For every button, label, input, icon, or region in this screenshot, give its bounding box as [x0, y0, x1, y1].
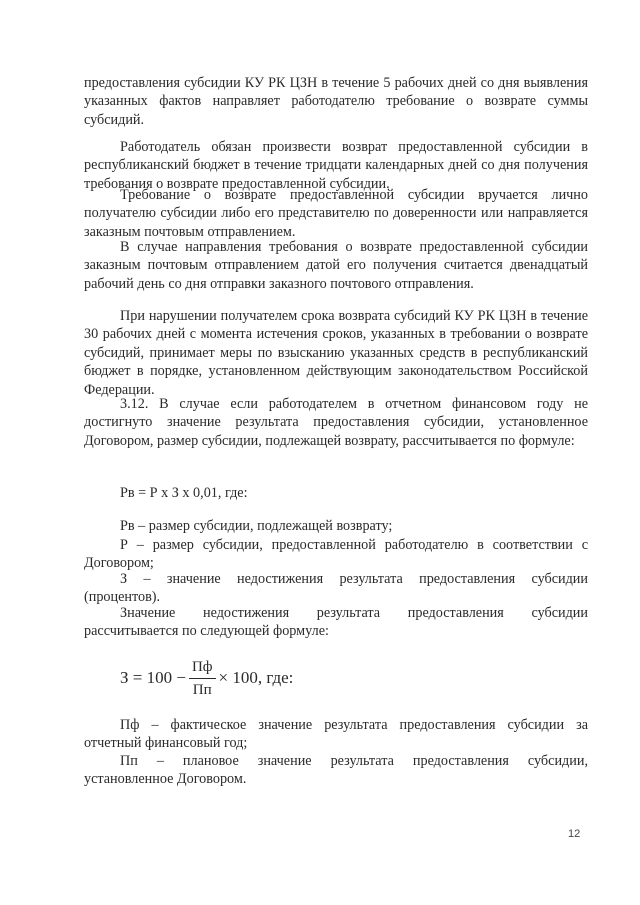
paragraph: предоставления субсидии КУ РК ЦЗН в течение 5 рабочих дней со дня выявления указанных фактов направляет работодателю требование о возврате суммы субсидий.: [84, 75, 588, 128]
definition: Пф – фактическое значение результата предоставления субсидии за отчетный финансовый год;: [84, 717, 588, 752]
formula-underachievement: [120, 656, 293, 700]
formula-numerator: Пф: [189, 657, 216, 679]
paragraph: Требование о возврате предоставленной субсидии вручается лично получателю субсидии либо его представителю по доверенности или направляется заказным почтовым отправлением.: [84, 187, 588, 240]
page-number: 12: [568, 828, 581, 840]
formula-return-amount: Рв = Р х З х 0,01, где:: [120, 485, 248, 501]
definition: З – значение недостижения результата предоставления субсидии (процентов).: [84, 571, 588, 606]
formula-rhs: × 100, где:: [218, 668, 294, 687]
paragraph: При нарушении получателем срока возврата субсидий КУ РК ЦЗН в течение 30 рабочих дней с момента истечения сроков, указанных в требовании о возврате субсидий, принимает меры по взысканию указанных средств в республиканский бюджет в порядке, установленном действующим законодательством Российской Федерации.: [84, 308, 588, 398]
formula-lhs: З = 100 −: [120, 668, 186, 687]
formula-fraction: [189, 657, 216, 700]
paragraph: В случае направления требования о возврате предоставленной субсидии заказным почтовым отправлением датой его получения считается двенадцатый рабочий день со дня отправки заказного почтового отправления.: [84, 239, 588, 292]
definition: Пп – плановое значение результата предоставления субсидии, установленное Договором.: [84, 753, 588, 788]
paragraph: 3.12. В случае если работодателем в отчетном финансовом году не достигнуто значение результата предоставления субсидии, установленное Договором, размер субсидии, подлежащей возврату, рассчитывается по формуле:: [84, 396, 588, 449]
definition: Значение недостижения результата предоставления субсидии рассчитывается по следующей формуле:: [84, 605, 588, 640]
definition: Рв – размер субсидии, подлежащей возврату;: [120, 518, 393, 534]
paragraph: Работодатель обязан произвести возврат предоставленной субсидии в республиканский бюджет в течение тридцати календарных дней со дня получения требования о возврате предоставленной субсидии.: [84, 139, 588, 192]
definition: Р – размер субсидии, предоставленной работодателю в соответствии с Договором;: [84, 537, 588, 572]
formula-denominator: Пп: [192, 681, 212, 698]
